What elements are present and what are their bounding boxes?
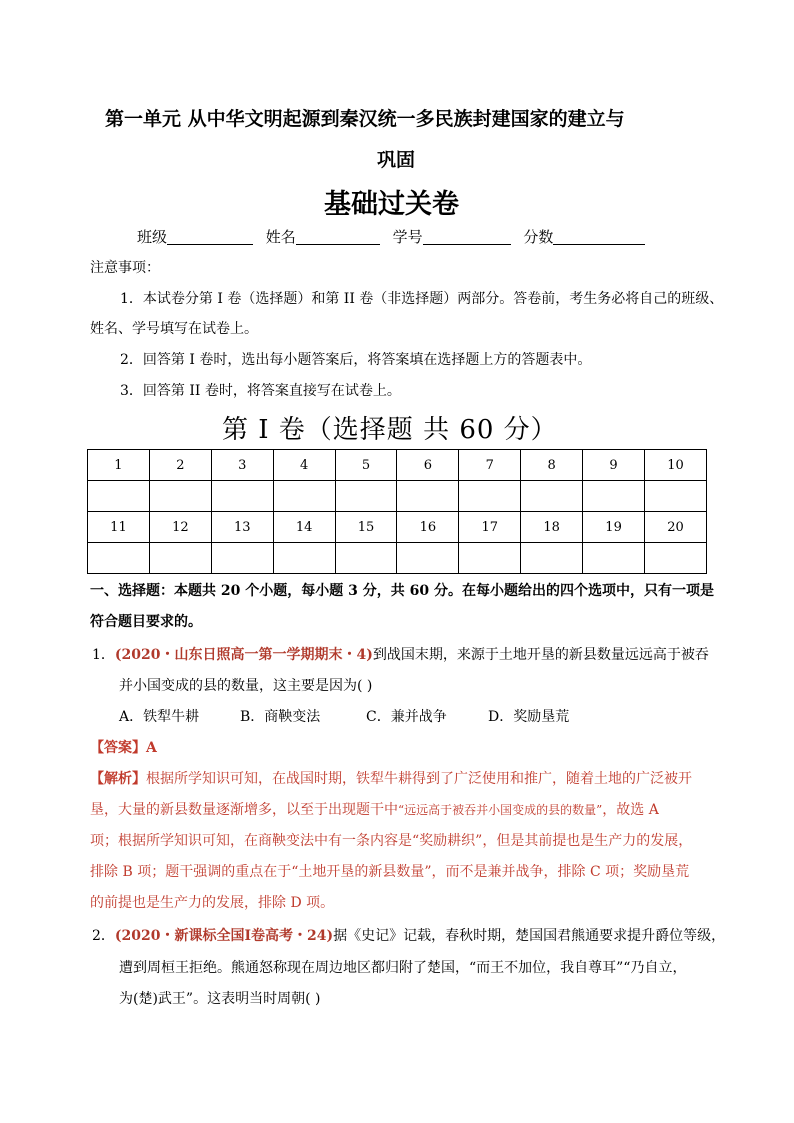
answer-cell[interactable] [211,481,273,512]
question-2-source: (2020・新课标全国Ⅰ卷高考・24) [114,928,334,944]
question-number-cell: 10 [645,450,707,481]
analysis-text: 垦，大量的新县数量逐渐增多，以至于出现题干中 [90,802,398,818]
answer-cell[interactable] [521,481,583,512]
question-1-stem-line1 [92,640,709,670]
answer-cell[interactable] [149,543,211,574]
question-1-answer [90,733,157,763]
question-number-cell: 8 [521,450,583,481]
question-number-cell: 17 [459,512,521,543]
analysis-line3: 项；根据所学知识可知，在商鞅变法中有一条内容是“奖励耕织”，但是其前提也是生产力的发展， [90,833,693,849]
student-id-blank[interactable] [423,228,511,245]
document-title-line1: 第一单元 从中华文明起源到秦汉统一多民族封建国家的建立与 [105,108,625,130]
question-2-stem-line2: 遭到周桓王拒绝。熊通怒称现在周边地区都归附了楚国，“而王不加位，我自尊耳”“乃自立， [119,960,687,976]
question-number-cell: 1 [88,450,150,481]
instructions-line1: 一、选择题：本题共 20 个小题，每小题 3 分，共 60 分。在每小题给出的四个选项中，只有一项是 [90,583,714,599]
student-id-label: 学号 [392,228,423,246]
question-number-cell: 19 [583,512,645,543]
answer-cell[interactable] [583,543,645,574]
name-label: 姓名 [265,228,296,246]
answer-table-header-row-2 [88,512,707,543]
question-number-cell: 11 [88,512,150,543]
answer-cell[interactable] [211,543,273,574]
analysis-label: 【解析】 [90,771,146,787]
notes-heading: 注意事项： [90,260,160,276]
notes-item-2: 2．回答第 I 卷时，选出每小题答案后，将答案填在选择题上方的答题表中。 [120,352,592,368]
score-label: 分数 [523,228,554,246]
option-b[interactable]: B．商鞅变法 [240,709,321,725]
analysis-line4: 排除 B 项；题干强调的重点在于“土地开垦的新县数量”，而不是兼并战争，排除 C 项；奖励垦荒 [90,864,690,880]
question-1-stem-text: 到战国末期，来源于土地开垦的新县数量远远高于被吞 [372,647,709,663]
question-1-number: 1． [92,647,115,663]
answer-cell[interactable] [88,481,150,512]
score-blank[interactable] [553,228,645,245]
answer-cell[interactable] [459,543,521,574]
question-number-cell: 2 [149,450,211,481]
exam-subtitle: 基础过关卷 [324,189,459,220]
answer-cell[interactable] [459,481,521,512]
question-number-cell: 16 [397,512,459,543]
answer-cell[interactable] [335,481,397,512]
student-info-fields [137,226,653,247]
analysis-quote: “远远高于被吞并小国变成的县的数量” [398,803,603,817]
question-1-options [119,702,569,732]
analysis-line1 [90,764,692,794]
question-2-number: 2． [92,928,115,944]
question-number-cell: 12 [149,512,211,543]
analysis-line2 [90,795,659,825]
option-a[interactable]: A．铁犁牛耕 [119,709,200,725]
analysis-line5: 的前提也是生产力的发展，排除 D 项。 [90,895,335,911]
answer-cell[interactable] [273,481,335,512]
section-title: 第 I 卷（选择题 共 60 分） [222,415,558,445]
document-title-line2: 巩固 [377,149,416,171]
notes-item-1-line2: 姓名、学号填写在试卷上。 [90,321,258,337]
answer-cell[interactable] [645,543,707,574]
answer-cell[interactable] [521,543,583,574]
question-2-stem-line1 [92,921,725,951]
question-number-cell: 14 [273,512,335,543]
answer-table [87,449,707,574]
answer-table-header-row-1 [88,450,707,481]
answer-cell[interactable] [335,543,397,574]
question-number-cell: 18 [521,512,583,543]
option-c[interactable]: C．兼并战争 [366,709,447,725]
question-number-cell: 15 [335,512,397,543]
question-number-cell: 6 [397,450,459,481]
question-2-stem-text: 据《史记》记载，春秋时期，楚国国君熊通要求提升爵位等级， [333,928,726,944]
class-label: 班级 [137,228,168,246]
notes-item-3: 3．回答第 II 卷时，将答案直接写在试卷上。 [120,383,401,399]
question-2-stem-line3: 为(楚)武王”。这表明当时周朝( ) [119,991,321,1007]
class-blank[interactable] [167,228,253,245]
question-number-cell: 9 [583,450,645,481]
analysis-text: 根据所学知识可知，在战国时期，铁犁牛耕得到了广泛使用和推广，随着土地的广泛被开 [146,771,692,787]
answer-cell[interactable] [149,481,211,512]
analysis-text: ，故选 A [602,802,659,818]
question-number-cell: 5 [335,450,397,481]
answer-label: 【答案】 [90,740,146,756]
question-number-cell: 13 [211,512,273,543]
instructions-line2: 符合题目要求的。 [90,614,202,630]
question-1-stem-line2: 并小国变成的县的数量，这主要是因为( ) [119,678,373,694]
name-blank[interactable] [296,228,380,245]
answer-cell[interactable] [273,543,335,574]
answer-table-answer-row-1 [88,481,707,512]
answer-cell[interactable] [397,481,459,512]
answer-cell[interactable] [645,481,707,512]
answer-cell[interactable] [583,481,645,512]
question-number-cell: 4 [273,450,335,481]
answer-cell[interactable] [397,543,459,574]
question-1-source: (2020・山东日照高一第一学期期末・4) [114,647,373,663]
answer-value: A [146,740,157,756]
question-number-cell: 3 [211,450,273,481]
question-number-cell: 20 [645,512,707,543]
question-number-cell: 7 [459,450,521,481]
answer-table-answer-row-2 [88,543,707,574]
notes-item-1-line1: 1．本试卷分第 I 卷（选择题）和第 II 卷（非选择题）两部分。答卷前，考生务必将自己的班级、 [120,291,724,307]
option-d[interactable]: D．奖励垦荒 [488,709,570,725]
answer-cell[interactable] [88,543,150,574]
